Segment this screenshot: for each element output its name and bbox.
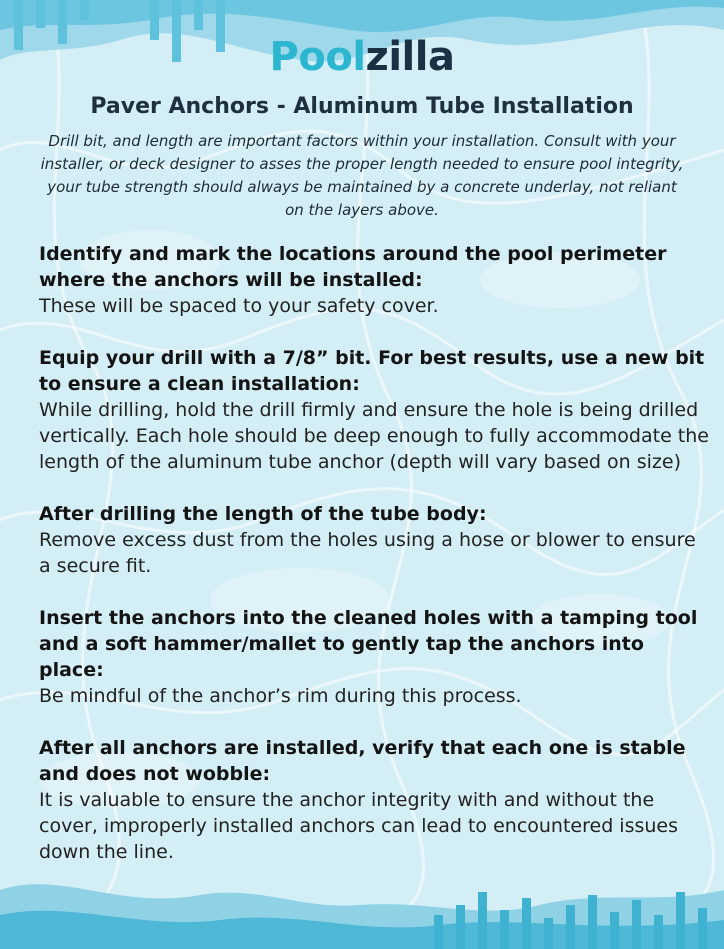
- step-heading: Equip your drill with a 7/8” bit. For best results, use a new bit to ensure a clean installation:: [39, 347, 705, 395]
- step-1: [39, 241, 709, 319]
- step-body: While drilling, hold the drill firmly and ensure the hole is being drilled vertically. Each hole should be deep enough to fully accommodate the length of the aluminum tube anchor (depth will vary based on size): [39, 399, 709, 473]
- step-body: Be mindful of the anchor’s rim during this process.: [39, 685, 522, 707]
- step-heading: Insert the anchors into the cleaned holes with a tamping tool and a soft hammer/mallet to gently tap the anchors into place:: [39, 607, 698, 681]
- step-4: [39, 605, 709, 709]
- step-body: These will be spaced to your safety cover.: [39, 295, 439, 317]
- step-body: Remove excess dust from the holes using a hose or blower to ensure a secure fit.: [39, 529, 696, 577]
- page-title: Paver Anchors - Aluminum Tube Installation: [90, 94, 634, 119]
- step-body: It is valuable to ensure the anchor integrity with and without the cover, improperly installed anchors can lead to encountered issues down the line.: [39, 789, 679, 863]
- steps-list: [39, 241, 709, 865]
- step-heading: After all anchors are installed, verify that each one is stable and does not wobble:: [39, 737, 686, 785]
- step-heading: After drilling the length of the tube body:: [39, 503, 487, 525]
- step-5: [39, 735, 709, 865]
- logo-part-pool: Pool: [269, 34, 366, 80]
- brand-logo: [0, 34, 724, 80]
- intro-note: Drill bit, and length are important factors within your installation. Consult with your installer, or deck designer to asses the proper length needed to ensure pool integrity, your tube strength should always be maintained by a concrete underlay, not reliant on the layers above.: [40, 132, 684, 219]
- step-heading: Identify and mark the locations around the pool perimeter where the anchors will be installed:: [39, 243, 667, 291]
- step-2: [39, 345, 709, 475]
- step-3: [39, 501, 709, 579]
- logo-part-zilla: zilla: [365, 34, 455, 80]
